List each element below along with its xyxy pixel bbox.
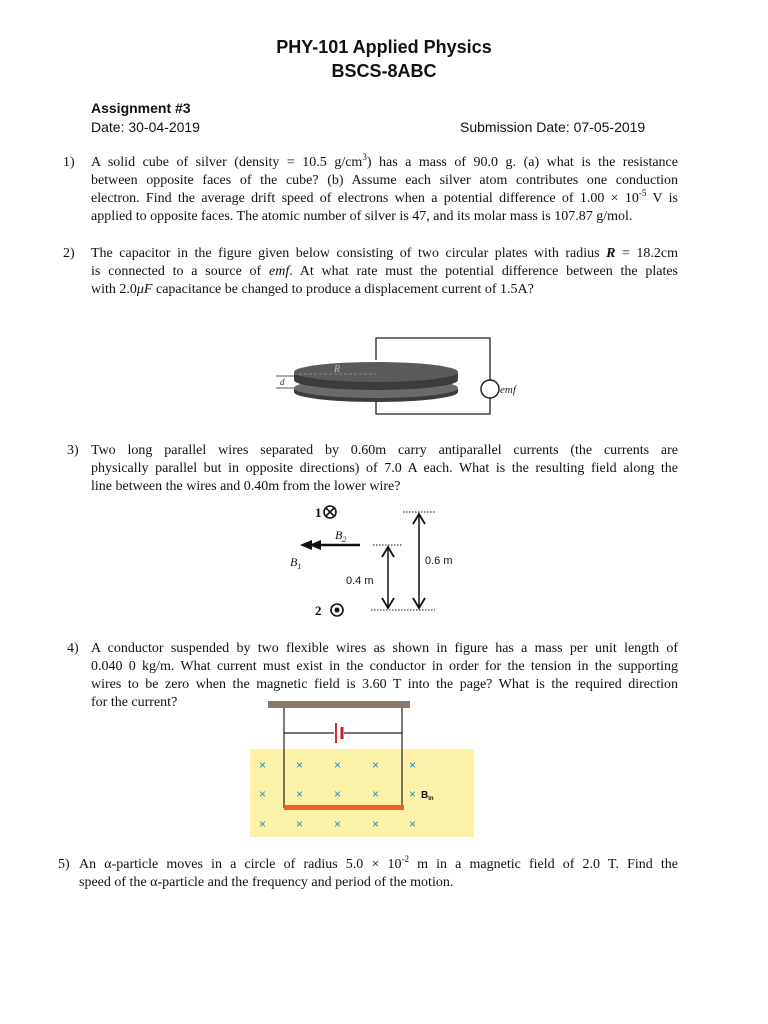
cross-icon: ×	[259, 758, 267, 772]
separation-label: d	[280, 377, 285, 387]
cross-icon: ×	[409, 758, 417, 772]
assignment-label: Assignment #3	[91, 100, 191, 116]
cross-icon: ×	[409, 817, 417, 831]
emf-label: emf	[500, 384, 516, 396]
wire-1-label: 1	[315, 505, 322, 520]
suspended-conductor-figure	[248, 697, 478, 839]
cross-icon: ×	[372, 758, 380, 772]
question-1-text: A solid cube of silver (density = 10.5 $g/cm^3$) has a mass of 90.0 g. (a) what is the resistance between opposite faces of the cube? (b) Assume each silver atom contributes one conduction electron. Find the average drift speed of electrons when a potential difference of $1.00 \times 10^{-5}$ V is applied to opposite faces. The atomic number of silver is 47, and its molar mass is 107.87 g/mol.	[91, 152, 678, 224]
distance-04-label: 0.4 m	[346, 575, 374, 587]
question-3-number: 3)	[67, 443, 79, 458]
cross-icon: ×	[296, 787, 304, 801]
submission-date: Submission Date: 07-05-2019	[460, 119, 646, 135]
radius-label: R	[334, 364, 341, 375]
cross-icon: ×	[259, 787, 267, 801]
question-2-text: The capacitor in the figure given below consisting of two circular plates with radius R = 18.2cm is connected to a source of emf. At what rate must the potential difference between the plates with 2.0μF capacitance be changed to produce a displacement current of 1.5A?	[91, 246, 679, 297]
question-5-text: An α-particle moves in a circle of radius $5.0 \times 10^{-2}$ m in a magnetic field of 2.0 T. Find the speed of the α-particle and the frequency and period of the motion.	[79, 854, 678, 890]
question-5-number: 5)	[58, 857, 70, 872]
cross-icon: ×	[296, 817, 304, 831]
distance-06-label: 0.6 m	[425, 555, 453, 567]
b1-label: $B_1$	[290, 555, 302, 571]
cross-icon: ×	[372, 787, 380, 801]
course-title: PHY-101 Applied Physics	[276, 37, 492, 57]
b-in-label: $B_{in}$	[421, 790, 434, 802]
program-title: BSCS-8ABC	[331, 61, 437, 81]
capacitor-figure	[268, 332, 528, 422]
cross-icon: ×	[259, 817, 267, 831]
assignment-date: Date: 30-04-2019	[91, 119, 200, 135]
cross-icon: ×	[334, 817, 342, 831]
wire-2-label: 2	[315, 603, 322, 618]
question-1-number: 1)	[63, 155, 75, 170]
question-4-number: 4)	[67, 641, 79, 656]
emf-source-icon	[481, 380, 499, 398]
cross-icon: ×	[334, 758, 342, 772]
question-2-number: 2)	[63, 246, 75, 261]
question-3-text: Two long parallel wires separated by 0.60m carry antiparallel currents (the currents are physically parallel but in opposite directions) of 7.0 A each. What is the resulting field along the line between the wires and 0.40m from the lower wire?	[91, 443, 678, 494]
question-4-text: A conductor suspended by two flexible wires as shown in figure has a mass per unit length of 0.040 0 kg/m. What current must exist in the conductor in order for the tension in the supporting wires to be zero when the magnetic field is 3.60 T into the page? What is the required direction for the current?	[91, 641, 678, 710]
conductor-bar	[284, 805, 404, 810]
b2-label: $B_2$	[335, 528, 347, 544]
ceiling-support	[268, 701, 410, 708]
cross-icon: ×	[409, 787, 417, 801]
parallel-wires-figure	[285, 500, 475, 622]
cross-icon: ×	[334, 787, 342, 801]
cross-icon: ×	[372, 817, 380, 831]
cross-icon: ×	[296, 758, 304, 772]
